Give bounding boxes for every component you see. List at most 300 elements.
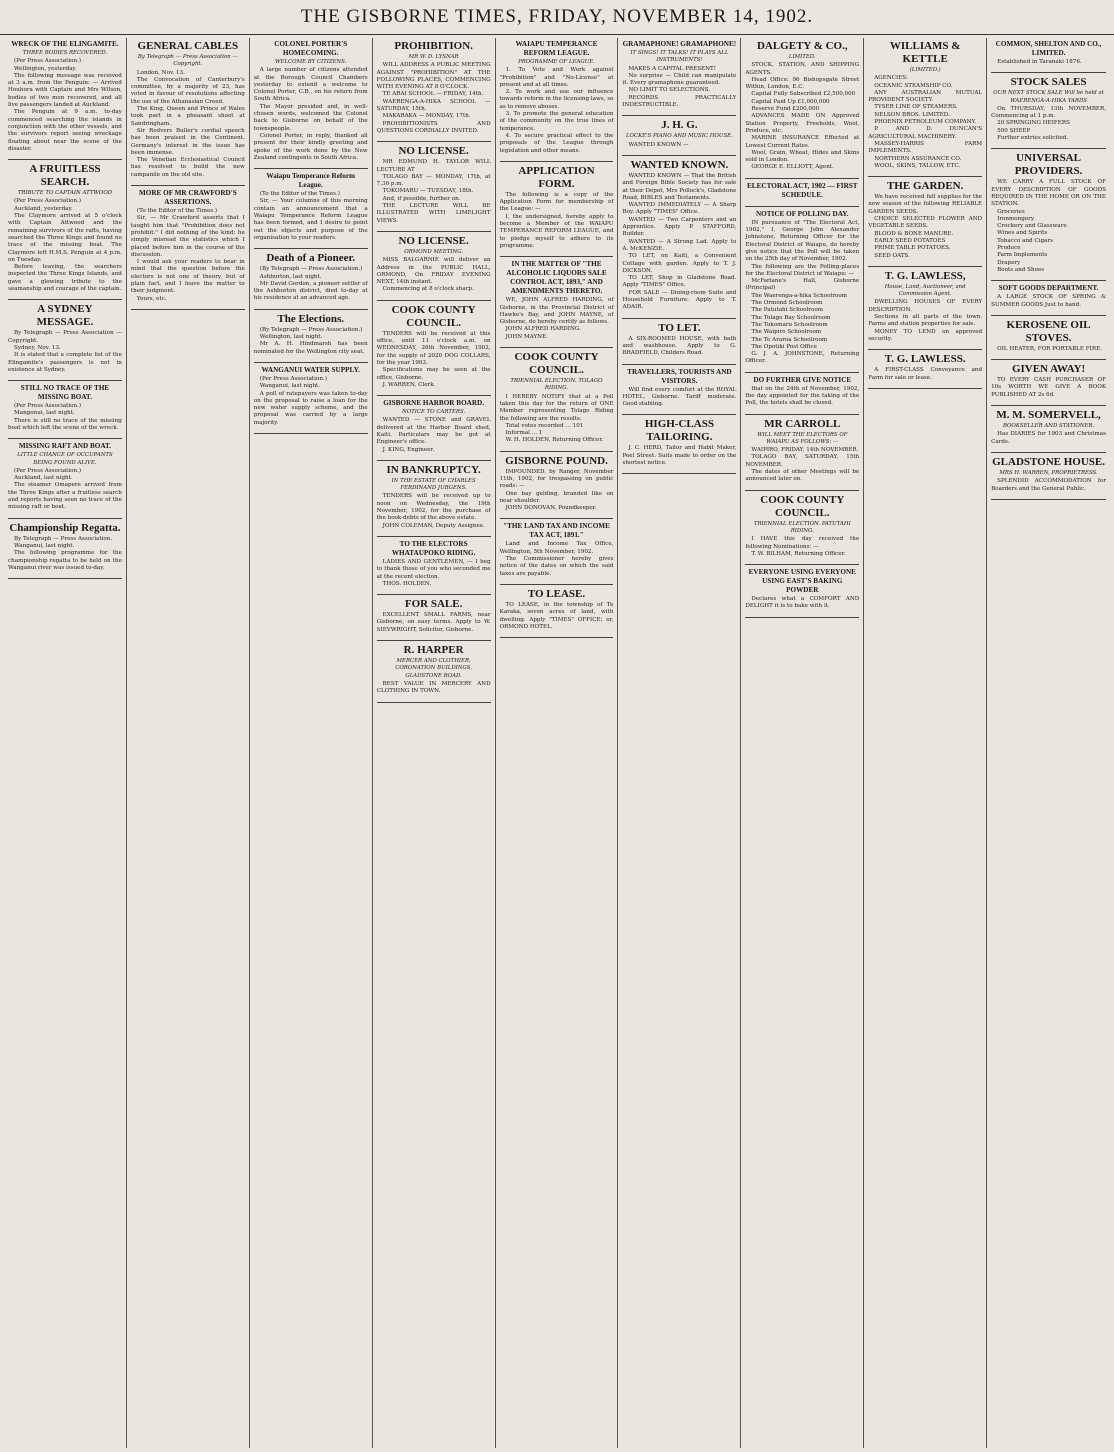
article-text: (To the Editor of the Times.) <box>259 191 340 198</box>
article-text: Will find every comfort at the ROYAL HOTEL, Gisborne. Tariff moderate. Good stabling. <box>622 386 737 408</box>
article-text: The Venetian Ecclesiastical Council has resolved to build the new campanile on the old site. <box>130 157 245 178</box>
article-text: PRIME TABLE POTATOES. <box>874 245 951 252</box>
article-text: Wanganui, last night. <box>259 383 321 390</box>
article-text: The Claymore arrived at 5 o'clock with Captain Attwood and the remaining survivors of the rafts, having searched the Three Kings and found no trace of the missing boat. The Claymore left H.M.S. Penguin at 4 p.m. on Tuesday. <box>8 213 122 263</box>
article-text: MISS BALGARNIE will deliver an Address in the PUBLIC HALL, ORMOND, On FRIDAY EVENING NEXT, 14th instant. <box>376 257 491 286</box>
article-subheading: OUR NEXT STOCK SALE Will be held at WAERENGA-A-HIKA YARDS <box>993 90 1104 104</box>
article-divider <box>745 490 859 491</box>
article <box>254 252 368 302</box>
article-text: PROHIBITIONISTS AND QUESTIONS CORDIALLY INVITED. <box>376 120 491 134</box>
article-text: Wines and Spirits <box>997 230 1048 237</box>
article <box>8 303 122 374</box>
article-text: WAERENGA-A-HIKA SCHOOL — SATURDAY, 15th. <box>376 98 491 113</box>
column-4 <box>373 38 496 1448</box>
article-text: The Patutahi Schoolroom <box>751 307 824 314</box>
article-text: TOKOMARU — TUESDAY, 18th. <box>382 188 474 195</box>
article-divider <box>991 280 1106 281</box>
article <box>254 40 368 162</box>
article-heading: SOFT GOODS DEPARTMENT. <box>998 284 1099 293</box>
article <box>377 598 491 634</box>
article-text: Crockery and Glassware <box>997 223 1067 230</box>
article-text: The following is a copy of the Application Form for membership of the League: — <box>499 191 614 213</box>
article <box>745 418 859 484</box>
article-divider <box>991 499 1106 500</box>
article-divider <box>254 362 368 363</box>
column-1 <box>4 38 127 1448</box>
article <box>868 180 982 260</box>
article-heading: COOK COUNTY COUNCIL. <box>391 303 476 329</box>
article-text: THOS. HOLDEN. <box>382 580 432 587</box>
article-text: Specifications may be seen at the office, Gisborne. <box>376 367 491 381</box>
article <box>377 235 491 294</box>
article-text: WANTED KNOWN — That the British and Foreign Bible Society has for sale at their Depot, Mrs Pollock's, Gladstone Road, BIBLES and Testaments. <box>622 172 737 201</box>
article-text: TENDERS will be received up to noon on Wednesday, the 19th November, 1902, for the purchase of the book-debts of the above estate. <box>376 493 491 522</box>
article-text: BEST VALUE IN MERCERY AND CLOTHING IN TOWN. <box>376 680 491 695</box>
article-text: By Telegraph — Press Association. <box>14 535 113 542</box>
article-text: TOLAGO BAY, SATURDAY, 15th NOVEMBER. <box>745 454 860 468</box>
article-text: The Mayor presided and, in well-chosen words, welcomed the Colonel back to Gisborne on behalf of the townspeople. <box>253 103 368 132</box>
article-text: The Convocation of Canterbury's committee, by a majority of 23, has voted in favour of resolutions affecting the use of the Athanasian Creed. <box>130 76 245 105</box>
article-divider <box>377 460 491 461</box>
article-text: There is still no trace of the missing boat which left the scene of the wreck. <box>8 417 122 431</box>
article <box>8 384 122 432</box>
article-subheading: WILL MEET THE ELECTORS OF WAIAPU AS FOLLOWS: — <box>757 431 848 445</box>
article-subheading: ORMOND MEETING. <box>404 248 464 255</box>
article-text: NELSON BROS. LIMITED. <box>874 111 950 118</box>
article-divider <box>991 452 1106 453</box>
article-divider <box>622 155 736 156</box>
column-2 <box>127 38 250 1448</box>
article-divider <box>868 266 982 267</box>
article-text: AGENCIES: <box>874 75 909 82</box>
article <box>8 40 122 153</box>
article-text: Mr A. H. Hindmarsh has been nominated for the Wellington city seat. <box>253 341 368 355</box>
article-text: EXCELLENT SMALL FARMS, near Gisborne, on easy terms. Apply to W. SIEVWRIGHT, Solicitor, Gisborne. <box>376 612 491 633</box>
article-text: MONEY TO LEND on approved security. <box>868 328 983 342</box>
article-text: WE CARRY A FULL STOCK OF EVERY DESCRIPTION OF GOODS REQUIRED IN THE HOME OR ON THE STATION. <box>991 179 1107 208</box>
article-text: 4. To secure practical effect to the proposals of the League through legislation and other means. <box>499 132 614 154</box>
article-heading: DO FURTHER GIVE NOTICE <box>753 375 852 384</box>
article-text: Wanganui, last night. <box>14 542 75 549</box>
article-text: (By Telegraph — Press Association.) <box>259 326 363 333</box>
article-subheading: LOCKE'S PIANO AND MUSIC HOUSE. <box>625 133 733 140</box>
article-text: And, if possible, further on. <box>382 195 461 202</box>
article-text: Drapery <box>997 259 1021 266</box>
article <box>622 322 736 358</box>
article-text: MARINE INSURANCE Effected at Lowest Current Rates. <box>745 135 860 149</box>
article-heading: COLONEL PORTER'S HOMECOMING. <box>274 40 348 57</box>
article-text: The steamer Omapere arrived from the Three Kings after a fruitless search and reports having seen no trace of the missing raft or boat. <box>8 482 122 511</box>
article-text: Wellington, yesterday. <box>14 65 77 72</box>
article-text: JOHN DONOVAN, Poundkeeper. <box>505 505 597 512</box>
article-text: No surprise — Child can manipulate it. Every gramaphone guaranteed. <box>622 72 737 87</box>
article-text: WILL ADDRESS A PUBLIC MEETING AGAINST "PROHIBITION" AT THE FOLLOWING PLACES, COMMENCING WITH EVENING AT 8 O'CLOCK. <box>376 62 491 91</box>
article-heading: MISSING RAFT AND BOAT. <box>18 442 112 451</box>
article-subheading: MERCER AND CLOTHIER, CORONATION BUILDINGS, GLADSTONE ROAD. <box>395 658 473 679</box>
article-text: J. C. HERD, Tailor and Habit Maker, Peel Street. Suits made to order on the shortest notice. <box>622 445 737 466</box>
article-subheading: IT SINGS! IT TALKS! IT PLAYS ALL INSTRUMENTS! <box>630 50 729 64</box>
article-divider <box>622 318 736 319</box>
article <box>254 313 368 356</box>
article-heading: GRAMAPHONE! GRAMAPHONE! <box>622 40 737 48</box>
article-divider <box>991 72 1106 73</box>
article-text: (Per Press Association.) <box>259 375 327 382</box>
article-text: Commencing at 8 o'clock sharp. <box>382 286 474 293</box>
article-heading: Death of a Pioneer. <box>266 252 356 265</box>
article-divider <box>500 347 614 348</box>
article-text: A poll of ratepayers was taken to-day on the proposal to raise a loan for the new water supply scheme, and the proposal was carried by a large majority. <box>253 390 368 426</box>
article-heading: COOK COUNTY COUNCIL. <box>514 351 599 377</box>
article-divider <box>745 414 859 415</box>
article <box>868 40 982 170</box>
article <box>868 353 982 382</box>
article-text: WAIPIRO, FRIDAY, 14th NOVEMBER. <box>751 447 859 454</box>
article-text: A FIRST-CLASS Conveyance and Farm for sale or lease. <box>868 367 983 381</box>
article-heading: NOTICE OF POLLING DAY. <box>755 209 849 218</box>
article-text: (By Telegraph — Press Association.) <box>259 266 363 273</box>
article-text: It is stated that a complete list of the Elingamite's passengers is not in existence at Sydney. <box>8 352 122 373</box>
article-heading: APPLICATION FORM. <box>518 164 595 190</box>
article-text: P. AND D. DUNCAN'S AGRICULTURAL MACHINERY. <box>868 126 983 140</box>
article-text: MAKES A CAPITAL PRESENT! <box>628 65 717 72</box>
article-text: Ironmongery <box>997 215 1034 222</box>
article-heading: MORE OF MR CRAWFORD'S ASSERTIONS. <box>138 189 237 207</box>
article-text: Mr David Gordon, a pioneer settler of the Ashburton district, died to-day at his residence at an advanced age. <box>253 280 368 302</box>
article-divider <box>500 637 614 638</box>
article-text: One bay gelding, branded like on near shoulder. <box>499 490 614 504</box>
article-divider <box>500 451 614 452</box>
article <box>991 40 1106 66</box>
article-divider <box>377 300 491 301</box>
article-divider <box>745 372 859 373</box>
article-text: BLOOD & BONE MANURE. <box>874 230 954 237</box>
article-heading: M. M. SOMERVELL, <box>996 409 1101 422</box>
article-text: GEORGE E. ELLIOTT, Agent. <box>751 164 834 171</box>
article-text: MASSEY-HARRIS FARM IMPLEMENTS. <box>868 140 983 155</box>
article <box>377 464 491 530</box>
article-text: (Per Press Association.) <box>14 58 82 65</box>
article-text: London, Nov. 13. <box>136 69 185 76</box>
article-text: Sir, — Mr Crawford asserts that I taught him that "Prohibition does not prohibit." I did nothing of the kind; he simply misread the statistics which I placed before him in the course of the discussion. <box>130 215 245 258</box>
article <box>991 456 1106 493</box>
article-heading: WILLIAMS & KETTLE <box>889 40 961 65</box>
article-text: OCEANIC STEAMSHIP CO. <box>874 82 953 89</box>
article-text: W. H. HOLDEN, Returning Officer. <box>505 437 604 444</box>
article <box>8 163 122 293</box>
article <box>500 588 614 631</box>
article-text: NORTHERN ASSURANCE CO. <box>874 155 962 162</box>
article-text: Before leaving, the searchers inspected the Three Kings Islands, and gave a glowing tribute to the seamanship and courage of the captain. <box>8 264 122 293</box>
article-heading: FOR SALE. <box>404 598 463 611</box>
article-heading: UNIVERSAL PROVIDERS. <box>1014 152 1083 178</box>
article-divider <box>868 388 982 389</box>
article-text: Sir, — Your columns of this morning contain an announcement that a Waiapu Temperance Reform League has been formed, and I desire to point out the objects and purpose of the organisation to your readers. <box>253 198 368 241</box>
article-text: I HAVE this day received the following Nominations: — <box>745 536 860 550</box>
article <box>991 152 1106 274</box>
article-text: The following programme for the championship regatta to be held on the Wanganui river was issued to-day. <box>8 550 122 571</box>
article-text: A SIX-ROOMED HOUSE, with bath and washhouse. Apply to G. BRADFIELD, Childers Road. <box>622 335 737 357</box>
article-text: PHOENIX PETROLEUM COMPANY. <box>874 119 977 126</box>
article-heading: PROHIBITION. <box>394 40 473 52</box>
article <box>745 568 859 611</box>
article-text: WE, JOHN ALFRED HARDING, of Gisborne, in the Provincial District of Hawke's Bay, and JOHN MAYNE, of Gisborne, do hereby certify as follows. <box>499 297 614 326</box>
article-text: We have received full supplies for the new season of the following RELIABLE GARDEN SEEDS. <box>868 194 983 215</box>
article-text: MAKARAKA — MONDAY, 17th. <box>382 113 471 120</box>
article <box>500 40 614 155</box>
article-text: McFarlane's Hall, Gisborne (Principal) <box>745 278 860 292</box>
article-divider <box>8 380 122 381</box>
article-heading: GISBORNE POUND. <box>505 454 608 467</box>
article-divider <box>254 168 368 169</box>
article <box>377 399 491 454</box>
article-text: A large number of citizens attended at the Borough Council Chambers yesterday to extend a welcome to Colonel Porter, C.B., on his return from South Africa. <box>253 67 368 103</box>
article-text: The Tokomaru Schoolroom <box>751 321 828 328</box>
article-heading: GENERAL CABLES <box>137 40 239 52</box>
article <box>254 366 368 427</box>
article-divider <box>131 309 245 310</box>
article-text: SEED OATS. <box>874 252 910 259</box>
article-text: TENDERS will be received at this office, until 11 o'clock a.m. on WEDNESDAY, 26th November, 1902, for the supply of 2020 DOG COLLARS, for the year 1903. <box>376 330 491 366</box>
article-text: TYSER LINE OF STEAMERS. <box>874 104 958 111</box>
article-text: Has DIARIES for 1903 and Christmas Cards. <box>991 431 1107 445</box>
article-divider <box>991 315 1106 316</box>
article-text: EARLY SEED POTATOES <box>874 237 946 244</box>
article-text: The following message was received at 3 a.m. from the Penguin: — Arrived Houhora with Captain and Mrs Wilson, bodies of two men recovered, and all live passengers landed at Auckland. <box>8 72 122 109</box>
article-text: The King, Queen and Prince of Wales took part in a pheasant shoot at Sandringham. <box>130 106 245 127</box>
article-text: (Per Press Association.) <box>14 467 82 474</box>
article-text: T. W. BILHAM, Returning Officer. <box>751 550 846 557</box>
article-subheading: TRIENNIAL ELECTION. TOLAGO RIDING. <box>510 378 603 392</box>
article-divider <box>8 159 122 160</box>
article <box>377 40 491 135</box>
article-text: The dates of other Meetings will be announced later on. <box>745 469 860 483</box>
article-heading: T. G. LAWLESS. <box>884 353 966 366</box>
columns <box>4 38 1110 1448</box>
masthead: THE GISBORNE TIMES, FRIDAY, NOVEMBER 14, 1902. <box>0 0 1114 35</box>
article-heading: COOK COUNTY COUNCIL. <box>760 493 845 519</box>
article <box>377 304 491 389</box>
article-text: 20 SPRINGING HEIFERS <box>997 120 1070 127</box>
article-divider <box>377 702 491 703</box>
article-subheading: WELCOME BY CITIZENS. <box>274 59 347 65</box>
article-heading: THE GARDEN. <box>886 180 964 193</box>
article-text: ANY AUSTRALIAN MUTUAL PROVIDENT SOCIETY. <box>868 89 983 104</box>
article-divider <box>377 536 491 537</box>
article-divider <box>991 359 1106 360</box>
article-text: Capital Paid Up £1,000,000 <box>751 98 830 105</box>
article <box>991 409 1106 446</box>
article-divider <box>8 299 122 300</box>
article <box>500 455 614 513</box>
article-text: STOCK, STATION, AND SHIPPING AGENTS. <box>745 62 860 76</box>
article-divider <box>8 518 122 519</box>
article-subheading: PROGRAMME OF LEAGUE. <box>518 59 595 65</box>
article-divider <box>500 584 614 585</box>
article-text: Declares what a COMFORT AND DELIGHT it is to bake with it. <box>745 596 860 610</box>
article-subheading: TRIBUTE TO CAPTAIN ATTWOOD <box>17 190 113 197</box>
article-text: Established in Taranaki 1876. <box>997 59 1082 65</box>
article-heading: DALGETY & CO., <box>756 40 848 52</box>
article <box>377 644 491 695</box>
article-text: Further entries solicited. <box>997 135 1069 142</box>
article <box>622 159 736 312</box>
column-6 <box>618 38 741 1448</box>
article-text: 2. To work and use our influence towards reform in the licensing laws, so as to remove abuses. <box>499 89 614 110</box>
article-subheading: IN THE ESTATE OF CHARLES FERDINAND JURGENS. <box>391 477 476 492</box>
article-text: Reserve Fund £200,000 <box>751 106 820 113</box>
article-text: CHOICE SELECTED FLOWER AND VEGETABLE SEEDS. <box>868 216 983 230</box>
article-text: The Te Araroa Schoolroom <box>751 336 828 343</box>
article-text: The Waipiro Schoolroom <box>751 329 822 336</box>
article-divider <box>377 141 491 142</box>
article-text: The Tolago Bay Schoolroom <box>751 314 831 321</box>
article-heading: NO LICENSE. <box>398 145 469 158</box>
article-heading: TO LEASE. <box>527 587 586 600</box>
article-text: RECORDS PRACTICALLY INDESTRUCTIBLE. <box>622 94 737 109</box>
article-text: 1. To Vote and Work against "Prohibition" and "No-License" at present and at all times. <box>499 67 614 88</box>
article <box>745 494 859 558</box>
article-divider <box>991 148 1106 149</box>
article-divider <box>500 161 614 162</box>
article-divider <box>254 309 368 310</box>
article-text: Yours, etc. <box>136 295 167 302</box>
article-text: WOOL, SKINS, TALLOW, ETC. <box>874 162 961 169</box>
article-subheading: MR W. D. LYSNAR <box>408 54 459 60</box>
article <box>8 522 122 572</box>
article-text: Sydney, Nov. 13. <box>14 344 61 351</box>
article-heading: J. H. G. <box>661 119 698 132</box>
article <box>622 119 736 149</box>
article-text: WANTED IMMEDIATELY — A Sharp Boy. Apply "TIMES" Office. <box>622 202 737 216</box>
article-heading: IN THE MATTER OF "THE ALCOHOLIC LIQUORS SALE CONTROL ACT, 1893," AND AMENDMENTS THERETO. <box>506 260 607 296</box>
article-heading: WANTED KNOWN. <box>630 158 729 171</box>
article-subheading: NOTICE TO CARTERS. <box>402 409 466 416</box>
article-text: Sir Redvers Buller's cordial speech has been praised in the Continent. Germany's interest in the issue has been immense. <box>130 127 245 156</box>
article-text: 3. To promote the general education of the community on the true lines of temperance. <box>499 111 614 132</box>
article <box>622 40 736 109</box>
article-heading: GIVEN AWAY! <box>1011 363 1086 376</box>
article-heading: WAIAPU TEMPERANCE REFORM LEAGUE. <box>515 40 598 57</box>
article-text: On THURSDAY, 13th NOVEMBER, Commencing at 1 p.m. <box>991 105 1107 120</box>
article-divider <box>500 518 614 519</box>
column-9 <box>987 38 1110 1448</box>
article-text: (Per Press Association.) <box>14 198 82 205</box>
article <box>8 442 122 511</box>
article-heading: HIGH-CLASS TAILORING. <box>644 418 714 444</box>
article-divider <box>377 395 491 396</box>
article-text: J. KING, Engineer. <box>382 446 435 453</box>
article-heading: MR CARROLL <box>764 417 841 430</box>
article <box>991 363 1106 399</box>
article-text: IMPOUNDED, by Ranger, November 11th, 1902, for trespassing on public roads: — <box>499 468 614 490</box>
article-text: Auckland, yesterday. <box>14 205 73 212</box>
article-text: JOHN ALFRED HARDING. <box>505 326 581 333</box>
article-divider <box>745 617 859 618</box>
article <box>500 165 614 250</box>
article-text: TOLAGO BAY — MONDAY, 17th, at 7.30 p.m. <box>376 173 491 188</box>
article-heading: A SYDNEY MESSAGE. <box>36 303 94 329</box>
article-divider <box>131 185 245 186</box>
article-divider <box>8 578 122 579</box>
article-divider <box>622 115 736 116</box>
article-text: Land and Income Tax Office, Wellington, 5th November, 1902. <box>499 541 614 555</box>
article <box>131 40 245 179</box>
article-text: 500 SHEEP <box>997 127 1031 134</box>
article-text: WANTED KNOWN — <box>628 141 689 148</box>
article-heading: ELECTORAL ACT, 1902 — FIRST SCHEDULE. <box>747 181 858 199</box>
article <box>622 418 736 467</box>
article-heading: WRECK OF THE ELINGAMITE. <box>11 40 119 48</box>
article-heading: IN BANKRUPTCY. <box>386 463 481 476</box>
article-text: TO LET, on Kaiti, a Convenient Cottage with garden. Apply to T. J. DICKSON. <box>622 253 737 274</box>
article-text: DWELLING HOUSES OF EVERY DESCRIPTION. <box>868 299 983 313</box>
article-divider <box>377 231 491 232</box>
article <box>991 76 1106 142</box>
article-text: OIL HEATER, FOR PORTABLE FIRE. <box>997 345 1102 352</box>
article-heading: STILL NO TRACE OF THE MISSING BOAT. <box>20 384 110 402</box>
article-heading: The Elections. <box>277 312 345 325</box>
article-text: Mangonui, last night. <box>14 410 75 417</box>
article-heading: "THE LAND TAX AND INCOME TAX ACT, 1891." <box>503 522 610 540</box>
article-text: Head Office: 96 Bishopsgate Street Within, London, E.C. <box>745 76 860 91</box>
column-7 <box>741 38 864 1448</box>
article-text: The Penguin at 9 a.m. to-day commenced searching the islands in conjunction with the other vessels, and the survivors report seeing wreckage floating about near the scene of the disaster. <box>8 109 122 152</box>
article-text: Auckland, last night. <box>14 475 73 482</box>
article-text: I would ask your readers to bear in mind that the question before the electors is not one of theory, but of plain fact, and I leave the matter to their judgment. <box>130 259 245 295</box>
article-text: TO EVERY CASH PURCHASER OF 10s WORTH WE GIVE A BOOK PUBLISHED AT 2s 6d. <box>991 377 1107 398</box>
article-text: NO LIMIT TO SELECTIONS. <box>628 87 711 94</box>
article-text: (Per Press Association.) <box>14 403 82 410</box>
article-text: Groceries <box>997 208 1025 215</box>
article-text: Colonel Porter, in reply, thanked all present for their kindly greeting and spoke of the work done by the New Zealand contingents in South Africa. <box>253 132 368 161</box>
article <box>991 284 1106 309</box>
article-heading: EVERYONE USING EVERYONE USING EAST'S BAKING POWDER <box>748 568 856 595</box>
article-heading: TO LET. <box>658 321 701 334</box>
article <box>745 376 859 408</box>
article-text: The Waerenga-a-hika Schoolroom <box>751 292 847 299</box>
article-subheading: By Telegraph — Press Association — Copyright. <box>137 54 238 68</box>
article <box>991 319 1106 353</box>
article-heading: GLADSTONE HOUSE. <box>992 455 1106 468</box>
article-subheading: (LIMITED.) <box>909 67 941 73</box>
article-text: The Ormond Schoolroom <box>751 300 823 307</box>
article-divider <box>254 433 368 434</box>
article-divider <box>500 256 614 257</box>
article-divider <box>745 206 859 207</box>
article-text: IN pursuance of "The Electoral Act, 1902," I, George John Alexander Johnstone, Returning Officer for the Electoral District of Waiapu, do hereby give notice that the Poll will be taken on the 25th day of November, 1902. <box>745 219 860 263</box>
article-divider <box>254 248 368 249</box>
article <box>500 260 614 341</box>
article <box>500 522 614 577</box>
article-subheading: TRIENNIAL ELECTION. PATUTAHI RIDING. <box>753 520 851 534</box>
article-text: FOR SALE — Dining-room Suite and Household Furniture. Apply to T. ADAIR. <box>622 289 737 311</box>
article <box>131 189 245 303</box>
article-divider <box>745 178 859 179</box>
article-heading: Championship Regatta. <box>9 521 121 534</box>
article-subheading: MRS H. WARREN, PROPRIETRESS. <box>999 469 1098 476</box>
article-text: Wellington, last night. <box>259 334 323 341</box>
article-text: The Commissioner hereby gives notice of the dates on which the said taxes are payable. <box>499 556 614 577</box>
article-divider <box>991 405 1106 406</box>
article-heading: Waiapu Temperance Reform League. <box>266 172 356 190</box>
article-subheading: BOOKSELLER AND STATIONER. <box>1002 423 1095 430</box>
article-subheading: LIMITED. <box>788 54 816 60</box>
article-text: Ashburton, last night. <box>259 273 322 280</box>
article-text: Sections in all parts of the town. Farms and station properties for sale. <box>868 314 983 328</box>
article-subheading: House, Land, Auctioneer, and Commission Agent. <box>884 283 966 298</box>
article-text: Capital Fully Subscribed £2,500,000 <box>751 91 856 98</box>
article-text: Wool, Grain, Wheat, Hides and Skins sold in London. <box>745 149 860 164</box>
